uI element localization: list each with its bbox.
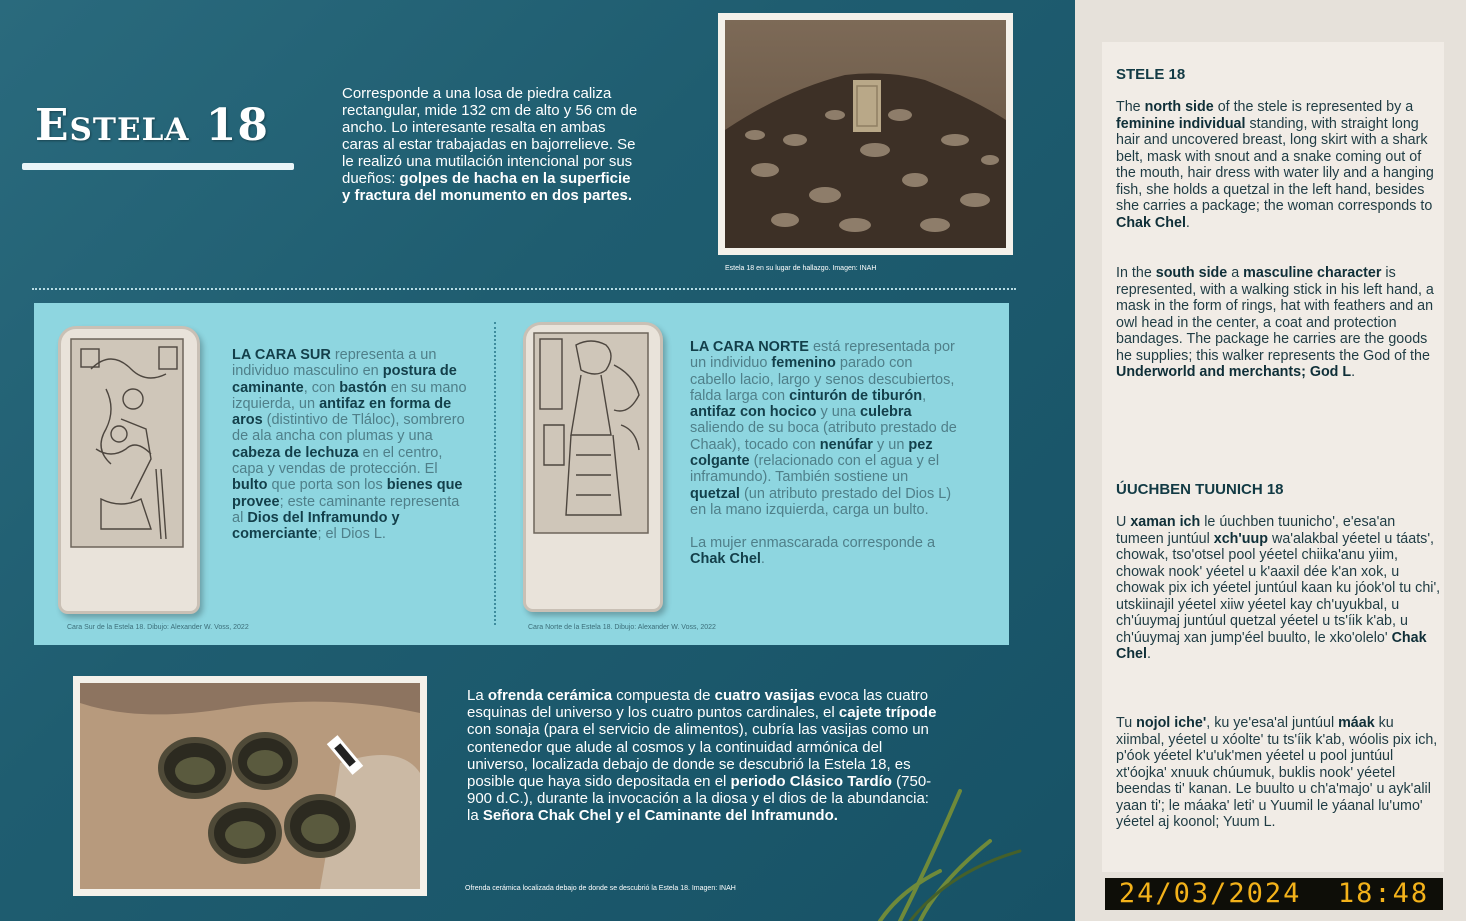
south-text-2: representa a un individuo masculino en bbox=[232, 347, 437, 380]
en-b1: In the bbox=[1116, 265, 1156, 281]
south-face-drawing bbox=[58, 326, 200, 614]
en-b2: south side bbox=[1155, 265, 1228, 281]
offering-photo-caption: Ofrenda cerámica localizada debajo de donde se descubrió la Estela 18. Imagen: INAH bbox=[465, 885, 736, 892]
my-b4: máak bbox=[1338, 715, 1375, 731]
en-b7: . bbox=[1351, 364, 1356, 380]
north-text-9: culebra bbox=[860, 404, 912, 421]
north-face-relief bbox=[526, 325, 660, 609]
south-text-4: , con bbox=[303, 379, 340, 396]
north-text-15: quetzal bbox=[690, 485, 740, 502]
south-text-7: antifaz en forma de aros bbox=[232, 395, 452, 429]
offering-text-8: periodo Clásico Tardío bbox=[730, 773, 892, 791]
en-b6: Underworld and merchants; God L bbox=[1116, 364, 1352, 380]
north-text-3: femenino bbox=[771, 355, 836, 372]
my-b3: , ku ye'esa'al juntúul bbox=[1206, 715, 1339, 731]
offering-paragraph bbox=[467, 687, 937, 825]
south-face-caption: Cara Sur de la Estela 18. Dibujo: Alexander W. Voss, 2022 bbox=[67, 624, 249, 631]
my-a2: xaman ich bbox=[1130, 514, 1201, 530]
page-title: Estela 18 bbox=[35, 100, 270, 151]
my-a7: . bbox=[1146, 646, 1151, 662]
offering-text-3: compuesta de bbox=[612, 687, 715, 704]
north-text-7: antifaz con hocico bbox=[690, 404, 817, 421]
intro-emphasis: golpes de hacha en la superficie y fractura del monumento en dos partes. bbox=[342, 170, 633, 204]
north-text-5: cinturón de tiburón bbox=[789, 387, 923, 404]
offering-photo-image bbox=[80, 683, 420, 889]
north-text-8: y una bbox=[816, 404, 861, 421]
south-text-3: postura de caminante bbox=[232, 363, 457, 396]
south-text-15: Dios del Inframundo y comerciante bbox=[232, 509, 400, 543]
faces-divider bbox=[494, 322, 496, 625]
south-text-16: ; el Dios L. bbox=[317, 526, 386, 543]
north-text-14: (relacionado con el agua y el inframundo). También sostiene un bbox=[690, 453, 940, 486]
ceramic-vessels-image bbox=[80, 683, 420, 889]
my-a5: wa'alakbal yéetel u táats', chowak, tso'otsel pool yéetel chiika'anu yiim, chowak nook' yéetel u k'aaxil dée k'an xok, u chowak pix ich yéetel juntúul kaan ku jóok'ol tu chi', utskiinajil yéetel xiiw yéetel kay ch'uyukbal, u ch'úuymaj juntúul quetzal yéetel u ts'íik k'ab, u ch'úuymaj xan jump'éel buulto, le xko'olelo' bbox=[1116, 530, 1441, 646]
maya-north-paragraph bbox=[1116, 514, 1441, 663]
en-a7: . bbox=[1185, 214, 1190, 231]
my-a6: Chak Chel bbox=[1116, 629, 1427, 662]
finding-photo-image bbox=[725, 20, 1006, 248]
title-underline bbox=[22, 163, 294, 170]
stone-mound-image bbox=[725, 20, 1006, 248]
offering-text-7: con sonaja (para el servicio de alimentos), cubría las vasijas como un contenedor que alude al cosmos y la continuidad armónica del universo, localizada debajo de donde se descubrió la Estela 18, es posible que haya sido depositada en el bbox=[467, 721, 929, 791]
north-face-caption: Cara Norte de la Estela 18. Dibujo: Alexander W. Voss, 2022 bbox=[528, 624, 716, 631]
north-text-12: y un bbox=[872, 436, 909, 453]
english-south-paragraph bbox=[1116, 265, 1441, 381]
en-b4: masculine character bbox=[1243, 265, 1382, 281]
offering-text-5: evoca las cuatro esquinas del universo y los cuatro puntos cardinales, el bbox=[467, 687, 929, 722]
south-text-11: bulto bbox=[232, 477, 268, 494]
finding-photo bbox=[718, 13, 1013, 255]
south-text-8: (distintivo de Tláloc), sombrero de ala ancha con plumas y una bbox=[232, 412, 465, 445]
my-b5: ku xiimbal, yéetel u xóolte' tu ts'íik k'ab, wóolis pix ich, p'óok yéetel k'u'uk'men yéetel u pool juntúul xt'óojka' xnuuk chúumuk, buklis nook' yéetel beendas ti' kanan. Le buulto u ch'a'majo' u ayk'alil yaan ti'; le máaka' leti' u Yuumil le yáanal lu'umo' yéetel aj koonol; Yuum L. bbox=[1116, 715, 1438, 830]
north-face-heading: LA CARA NORTE bbox=[690, 339, 809, 355]
offering-text-1: La bbox=[467, 687, 488, 704]
my-b1: Tu bbox=[1116, 715, 1137, 731]
my-a1: U bbox=[1116, 514, 1131, 530]
intro-text: Corresponde a una losa de piedra caliza rectangular, mide 132 cm de alto y 56 cm de ancho. Lo interesante resalta en ambas caras al estar trabajadas en bajorrelieve. Se le realizó una mutilación intencional por sus dueños: bbox=[342, 85, 638, 187]
north-text-2: está representada por un individuo bbox=[690, 339, 955, 372]
offering-photo bbox=[73, 676, 427, 896]
english-north-paragraph bbox=[1116, 99, 1441, 231]
north-text-10: saliendo de su boca (atributo prestado de Chaak), tocado con bbox=[690, 420, 957, 453]
south-text-5: bastón bbox=[339, 379, 387, 396]
north-text-q3: . bbox=[760, 550, 765, 567]
south-text-12: que porta son los bbox=[267, 477, 387, 494]
offering-text-6: cajete trípode bbox=[838, 704, 937, 722]
offering-text-9: (750-900 d.C.), durante la invocación a la diosa y el dios de la abundancia: la bbox=[467, 773, 932, 825]
offering-text-10: Señora Chak Chel y el Caminante del Inframundo. bbox=[482, 807, 838, 825]
en-b3: a bbox=[1227, 265, 1244, 281]
offering-text-4: cuatro vasijas bbox=[714, 687, 815, 704]
north-face-drawing bbox=[523, 322, 663, 612]
maya-heading: ÚUCHBEN TUUNICH 18 bbox=[1116, 481, 1284, 498]
north-text-4: parado con cabello lacio, largo y senos descubiertos, falda larga con bbox=[690, 355, 955, 404]
camera-timestamp: 24/03/2024 18:48 bbox=[1105, 878, 1443, 910]
my-a4: xch'uup bbox=[1213, 530, 1269, 547]
south-face-text bbox=[232, 347, 468, 543]
english-heading: STELE 18 bbox=[1116, 66, 1186, 83]
en-b5: is represented, with a walking stick in his left hand, a mask in the form of rings, hat with feathers and an owl head in the center, a coat and protection bandages. The package he carries are the goods he supplies; this walker represents the God of the bbox=[1116, 265, 1434, 364]
my-a3: le úuchben tuunicho', e'esa'an tumeen juntúul bbox=[1116, 514, 1396, 547]
maya-south-paragraph bbox=[1116, 715, 1441, 831]
north-text-q2: Chak Chel bbox=[690, 550, 761, 567]
south-text-6: en su mano izquierda, un bbox=[232, 379, 467, 412]
en-a5: standing, with straight long hair and uncovered breast, long skirt with a shark belt, mask with snout and a snake coming out of the mouth, hair dress with water lily and a hanging fish, she holds a quetzal in the left hand, besides she carries a package; the woman corresponds to bbox=[1116, 115, 1434, 214]
section-divider bbox=[32, 288, 1016, 290]
north-text-16: (un atributo prestado del Dios L) en la mano izquierda, carga un bulto. bbox=[690, 485, 952, 518]
offering-text-2: ofrenda cerámica bbox=[487, 687, 613, 704]
south-face-relief bbox=[61, 329, 197, 611]
north-text-13: pez colgante bbox=[690, 436, 933, 470]
finding-photo-caption: Estela 18 en su lugar de hallazgo. Imagen: INAH bbox=[725, 265, 877, 272]
my-b2: nojol iche' bbox=[1136, 715, 1207, 731]
south-text-9: cabeza de lechuza bbox=[232, 444, 359, 461]
north-face-text bbox=[690, 339, 960, 567]
south-text-10: en el centro, capa y vendas de protección. El bbox=[232, 444, 443, 478]
en-a6: Chak Chel bbox=[1116, 214, 1186, 231]
north-text-q1: La mujer enmascarada corresponde a bbox=[690, 534, 936, 551]
en-a3: of the stele is represented by a bbox=[1213, 99, 1414, 115]
en-a4: feminine individual bbox=[1116, 115, 1246, 132]
intro-paragraph bbox=[342, 85, 642, 204]
en-a2: north side bbox=[1144, 99, 1214, 115]
north-text-11: nenúfar bbox=[819, 436, 873, 453]
north-text-6: , bbox=[922, 387, 927, 404]
south-face-heading: LA CARA SUR bbox=[232, 347, 331, 363]
south-text-13: bienes que provee bbox=[232, 477, 463, 510]
en-a1: The bbox=[1116, 99, 1145, 115]
south-text-14: ; este caminante representa al bbox=[232, 493, 460, 526]
